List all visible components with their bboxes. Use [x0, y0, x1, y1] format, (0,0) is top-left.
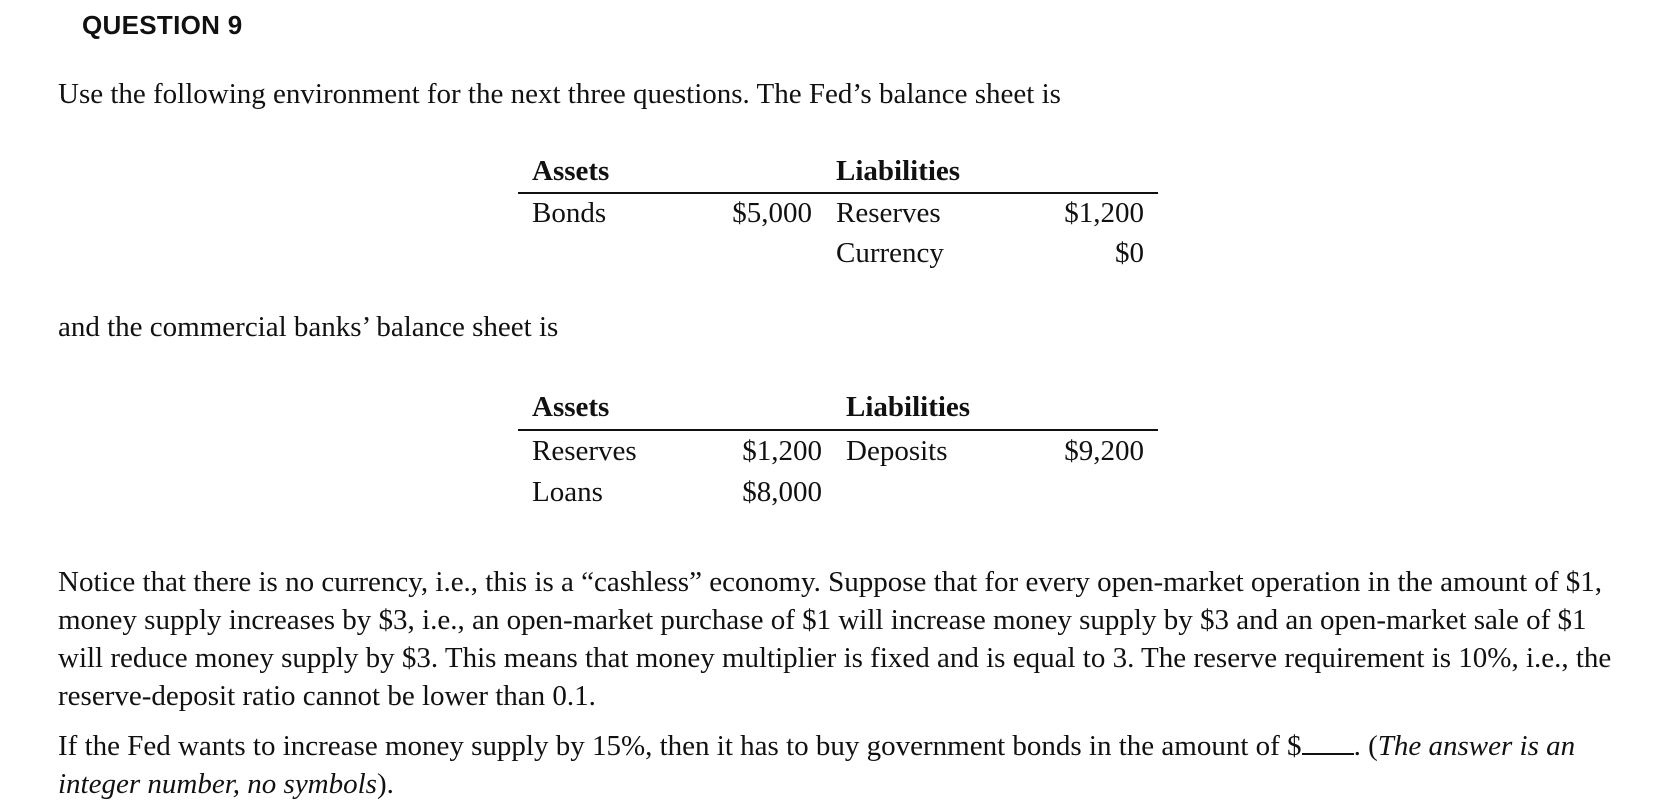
banks-asset-label: Loans [532, 476, 603, 508]
banks-intro-text: and the commercial banks’ balance sheet is [58, 311, 559, 343]
fed-liability-value: $1,200 [1064, 197, 1144, 229]
answer-format-note: The answer is an integer number, no symbols [58, 730, 1576, 800]
question-prompt [58, 727, 1618, 803]
fed-asset-label: Bonds [532, 197, 607, 229]
question-title: QUESTION 9 [82, 10, 243, 40]
fed-liability-value: $0 [1115, 237, 1144, 269]
fed-liability-label: Reserves [836, 197, 941, 229]
intro-text: Use the following environment for the next three questions. The Fed’s balance sheet is [58, 78, 1061, 110]
fed-assets-header: Assets [532, 155, 610, 187]
fed-liability-label: Currency [836, 237, 944, 269]
banks-sheet-rule [518, 429, 1158, 431]
banks-liabilities-header: Liabilities [846, 391, 971, 423]
question-text: If the Fed wants to increase money supply by 15%, then it has to buy government bonds in the amount of $ [58, 730, 1302, 762]
banks-asset-value: $1,200 [742, 435, 822, 467]
banks-liability-value: $9,200 [1064, 435, 1144, 467]
question-closing: ). [376, 768, 394, 800]
banks-asset-value: $8,000 [742, 476, 822, 508]
fed-liabilities-header: Liabilities [836, 155, 961, 187]
question-paren-open: . ( [1353, 730, 1378, 762]
banks-asset-label: Reserves [532, 435, 637, 467]
notice-paragraph: Notice that there is no currency, i.e., this is a “cashless” economy. Suppose that for every open-market operation in the amount of $1, money supply increases by $3, i.e., an open-market purchase of $1 will increase money supply by $3 and an open-market sale of $1 will reduce money supply by $3. This means that money multiplier is fixed and is equal to 3. The reserve requirement is 10%, i.e., the reserve-deposit ratio cannot be lower than 0.1. [58, 566, 1612, 712]
banks-assets-header: Assets [532, 391, 610, 423]
fed-asset-value: $5,000 [732, 197, 812, 229]
banks-liability-label: Deposits [846, 435, 948, 467]
answer-blank [1302, 729, 1354, 755]
